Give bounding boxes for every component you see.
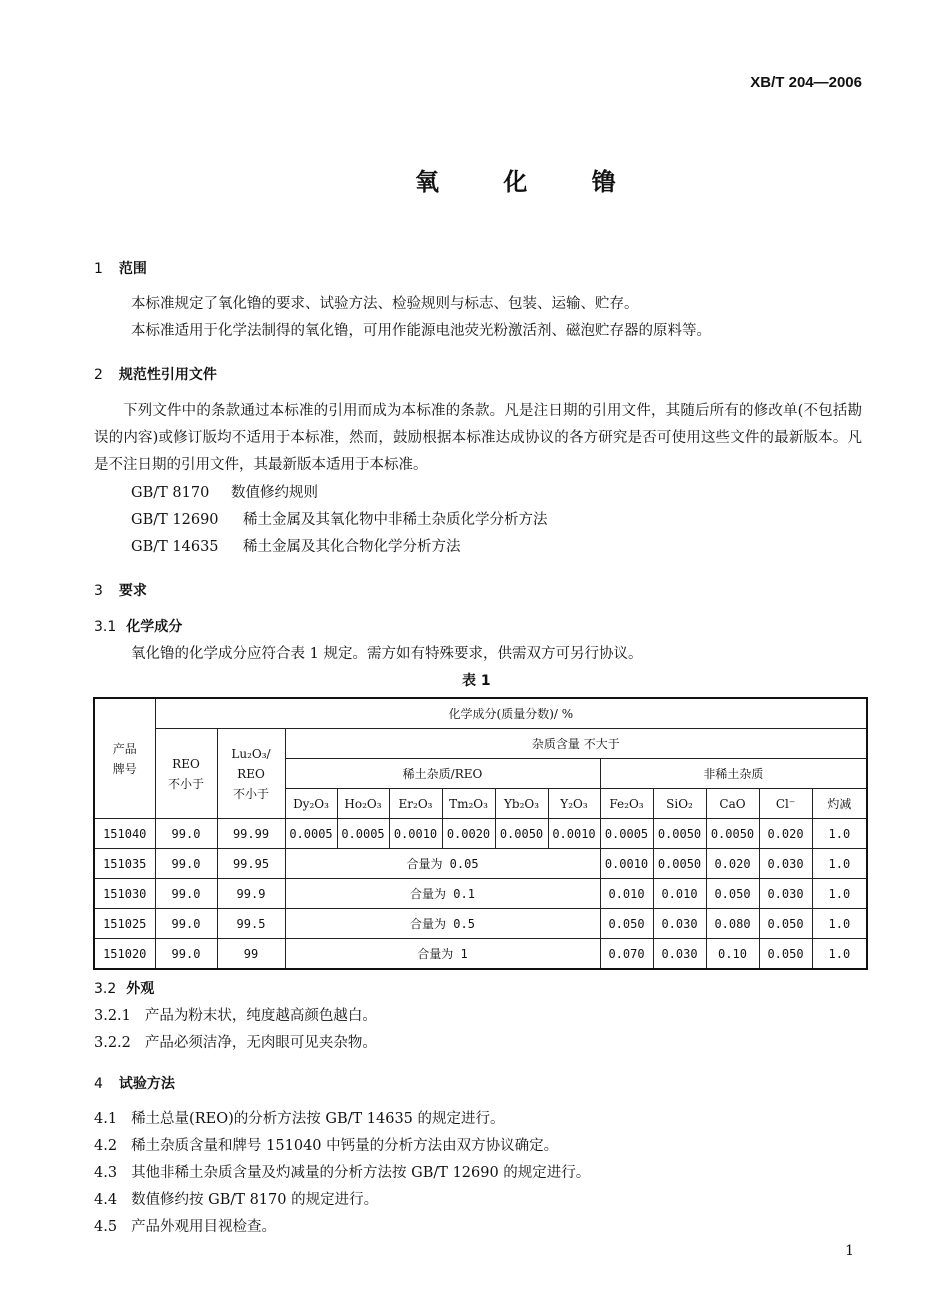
clause-number: 4.2 <box>94 1138 118 1154</box>
cell-nonre: 0.050 <box>600 909 653 939</box>
cell-lu: 99.9 <box>217 879 285 909</box>
section-2-heading <box>94 364 217 384</box>
table-row <box>94 909 867 939</box>
cell-lu: 99 <box>217 939 285 970</box>
cell-re: 0.0050 <box>495 819 548 849</box>
clause-text: 数值修约按 GB/T 8170 的规定进行。 <box>131 1192 379 1208</box>
section-4-heading <box>94 1073 175 1093</box>
cell-re-total: 合量为 0.05 <box>285 849 600 879</box>
cell-nonre: 0.0050 <box>653 849 706 879</box>
table-row <box>94 849 867 879</box>
subsection-number: 3.2 <box>94 981 117 997</box>
clause-number: 4.1 <box>94 1111 118 1127</box>
reference-item <box>131 508 548 532</box>
cell-re: 0.0005 <box>337 819 389 849</box>
reference-item <box>131 481 318 505</box>
cell-nonre: 1.0 <box>812 819 867 849</box>
cell-re: 0.0010 <box>548 819 600 849</box>
clause-text: 稀土总量(REO)的分析方法按 GB/T 14635 的规定进行。 <box>131 1111 505 1127</box>
page-title: 氧 化 镥 <box>415 168 644 196</box>
cell-nonre: 1.0 <box>812 939 867 970</box>
section-number: 3 <box>94 583 103 599</box>
clause-number: 3.2.2 <box>94 1035 131 1051</box>
cell-nonre: 1.0 <box>812 879 867 909</box>
cell-grade: 151025 <box>94 909 155 939</box>
clause-item <box>94 1134 558 1158</box>
section-1-paragraph: 本标准规定了氧化镥的要求、试验方法、检验规则与标志、包装、运输、贮存。 <box>131 296 639 312</box>
column-header: 灼减 <box>812 789 867 819</box>
column-header: Y₂O₃ <box>548 789 600 819</box>
cell-re-total: 合量为 1 <box>285 939 600 970</box>
column-header: Ho₂O₃ <box>337 789 389 819</box>
cell-grade: 151035 <box>94 849 155 879</box>
chemical-composition-table <box>93 697 868 970</box>
cell-reo: 99.0 <box>155 909 217 939</box>
section-2-paragraph: 下列文件中的条款通过本标准的引用而成为本标准的条款。凡是注日期的引用文件，其随后所有的修改单(不包括勘误的内容)或修订版均不适用于本标准，然而，鼓励根据本标准达成协议的各方研究是否可使用这些文件的最新版本。凡是不注日期的引用文件，其最新版本适用于本标准。 <box>94 403 862 473</box>
cell-nonre: 1.0 <box>812 849 867 879</box>
cell-nonre: 0.010 <box>600 879 653 909</box>
header-composition: 化学成分(质量分数)/ % <box>155 698 867 729</box>
cell-nonre: 0.050 <box>706 879 759 909</box>
cell-nonre: 0.010 <box>653 879 706 909</box>
cell-lu: 99.95 <box>217 849 285 879</box>
cell-nonre: 0.0050 <box>706 819 759 849</box>
cell-nonre: 0.070 <box>600 939 653 970</box>
reference-code: GB/T 14635 <box>131 539 219 555</box>
column-header: Cl⁻ <box>759 789 812 819</box>
column-header: CaO <box>706 789 759 819</box>
subsection-3-1-text: 氧化镥的化学成分应符合表 1 规定。需方如有特殊要求，供需双方可另行协议。 <box>131 646 643 662</box>
clause-item <box>94 1107 505 1131</box>
column-header: Tm₂O₃ <box>442 789 495 819</box>
clause-text: 产品为粉末状，纯度越高颜色越白。 <box>144 1008 377 1024</box>
clause-text: 其他非稀土杂质含量及灼减量的分析方法按 GB/T 12690 的规定进行。 <box>131 1165 591 1181</box>
column-header: Fe₂O₃ <box>600 789 653 819</box>
header-re-impurity: 稀土杂质/REO <box>285 759 600 789</box>
subsection-3-1-heading <box>94 616 182 636</box>
header-lu-ratio: Lu₂O₃/ REO 不小于 <box>217 729 285 819</box>
section-1-paragraph: 本标准适用于化学法制得的氧化镥，可用作能源电池荧光粉激活剂、磁泡贮存器的原料等。 <box>131 323 711 339</box>
section-number: 1 <box>94 261 103 277</box>
section-number: 2 <box>94 367 103 383</box>
column-header: Yb₂O₃ <box>495 789 548 819</box>
cell-re: 0.0010 <box>389 819 442 849</box>
cell-nonre: 0.020 <box>706 849 759 879</box>
section-number: 4 <box>94 1076 103 1092</box>
cell-nonre: 0.050 <box>759 939 812 970</box>
reference-code: GB/T 8170 <box>131 485 210 501</box>
header-non-re-impurity: 非稀土杂质 <box>600 759 867 789</box>
clause-text: 产品必须洁净，无肉眼可见夹杂物。 <box>144 1035 377 1051</box>
reference-item <box>131 535 461 559</box>
subsection-number: 3.1 <box>94 619 117 635</box>
cell-nonre: 0.0010 <box>600 849 653 879</box>
cell-grade: 151030 <box>94 879 155 909</box>
cell-re-total: 合量为 0.5 <box>285 909 600 939</box>
cell-reo: 99.0 <box>155 939 217 970</box>
clause-item <box>94 1031 377 1055</box>
column-header: Er₂O₃ <box>389 789 442 819</box>
cell-nonre: 0.080 <box>706 909 759 939</box>
clause-item <box>94 1161 590 1185</box>
cell-reo: 99.0 <box>155 819 217 849</box>
cell-nonre: 0.030 <box>653 939 706 970</box>
section-1-heading <box>94 258 147 278</box>
reference-title: 稀土金属及其氧化物中非稀土杂质化学分析方法 <box>243 512 548 528</box>
clause-item <box>94 1188 378 1212</box>
subsection-3-2-heading <box>94 978 154 998</box>
cell-re-total: 合量为 0.1 <box>285 879 600 909</box>
cell-nonre: 0.0005 <box>600 819 653 849</box>
column-header: Dy₂O₃ <box>285 789 337 819</box>
table-row <box>94 819 867 849</box>
cell-nonre: 0.050 <box>759 909 812 939</box>
cell-reo: 99.0 <box>155 879 217 909</box>
cell-nonre: 0.10 <box>706 939 759 970</box>
reference-code: GB/T 12690 <box>131 512 219 528</box>
column-header: SiO₂ <box>653 789 706 819</box>
section-title: 试验方法 <box>118 1076 175 1092</box>
cell-nonre: 0.0050 <box>653 819 706 849</box>
header-impurity: 杂质含量 不大于 <box>285 729 867 759</box>
clause-text: 稀土杂质含量和牌号 151040 中钙量的分析方法由双方协议确定。 <box>131 1138 559 1154</box>
section-title: 规范性引用文件 <box>118 367 217 383</box>
clause-number: 4.3 <box>94 1165 118 1181</box>
table-row <box>94 939 867 970</box>
cell-lu: 99.5 <box>217 909 285 939</box>
table-row <box>94 879 867 909</box>
standard-number: XB/T 204—2006 <box>750 74 862 91</box>
cell-nonre: 0.030 <box>653 909 706 939</box>
cell-nonre: 0.020 <box>759 819 812 849</box>
cell-nonre: 0.030 <box>759 879 812 909</box>
page-number: 1 <box>845 1243 854 1259</box>
cell-nonre: 1.0 <box>812 909 867 939</box>
cell-grade: 151040 <box>94 819 155 849</box>
clause-number: 4.4 <box>94 1192 118 1208</box>
cell-reo: 99.0 <box>155 849 217 879</box>
header-grade: 产品 牌号 <box>94 698 155 819</box>
header-reo: REO 不小于 <box>155 729 217 819</box>
section-title: 范围 <box>118 261 147 277</box>
cell-lu: 99.99 <box>217 819 285 849</box>
clause-item <box>94 1215 276 1239</box>
clause-item <box>94 1004 377 1028</box>
reference-title: 数值修约规则 <box>231 485 318 501</box>
section-3-heading <box>94 580 147 600</box>
cell-re: 0.0005 <box>285 819 337 849</box>
subsection-title: 化学成分 <box>126 619 183 635</box>
cell-nonre: 0.030 <box>759 849 812 879</box>
reference-title: 稀土金属及其化合物化学分析方法 <box>243 539 461 555</box>
cell-grade: 151020 <box>94 939 155 970</box>
clause-number: 4.5 <box>94 1219 118 1235</box>
clause-number: 3.2.1 <box>94 1008 131 1024</box>
section-title: 要求 <box>118 583 147 599</box>
clause-text: 产品外观用目视检查。 <box>131 1219 277 1235</box>
table-caption: 表 1 <box>462 673 491 689</box>
cell-re: 0.0020 <box>442 819 495 849</box>
subsection-title: 外观 <box>126 981 155 997</box>
